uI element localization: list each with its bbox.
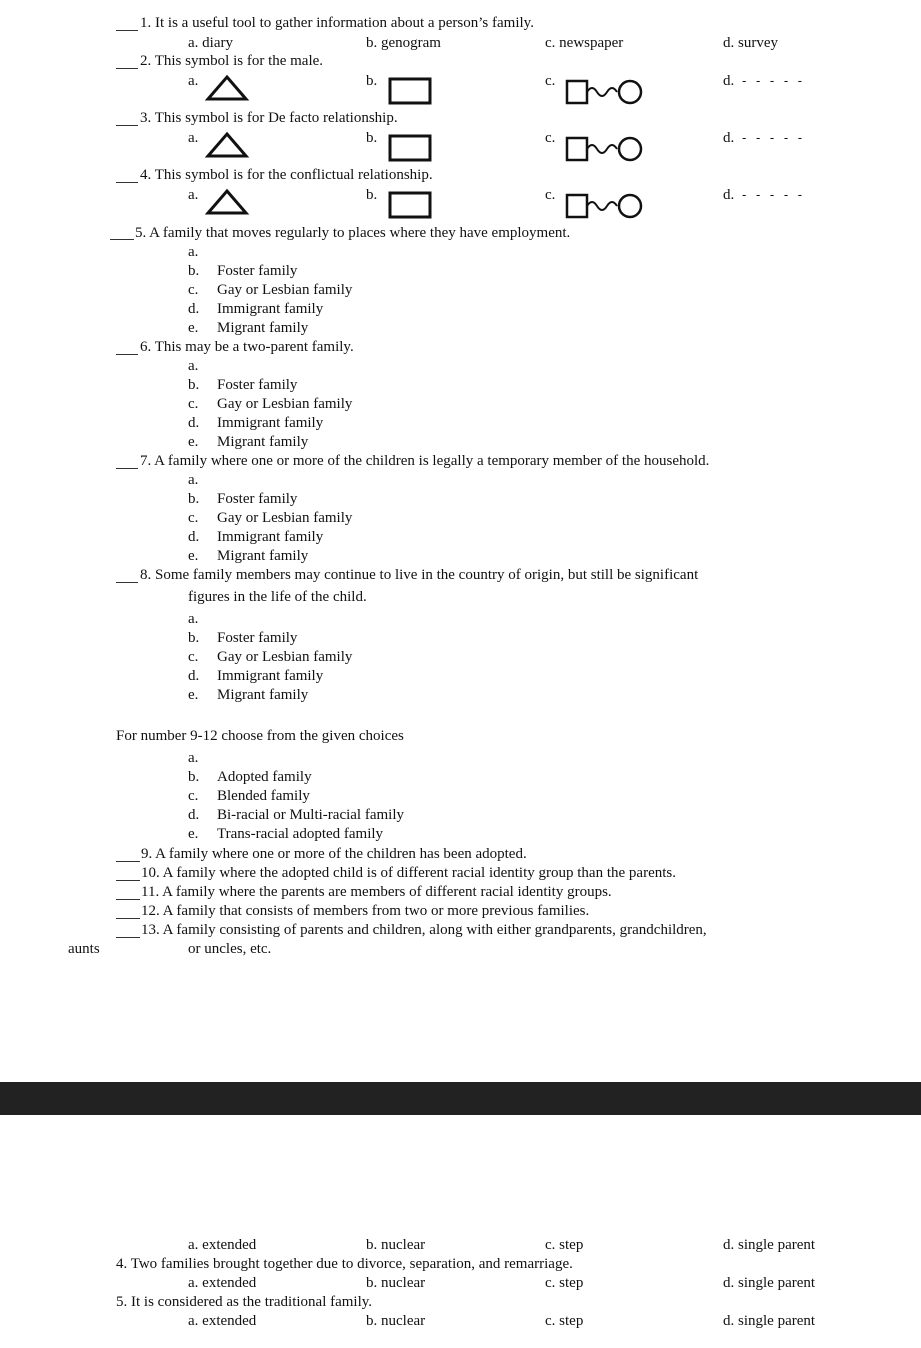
bottom-row1-b: b. nuclear	[366, 1237, 426, 1253]
option-letter: e.	[188, 826, 199, 842]
bottom-row3-b: b. nuclear	[366, 1313, 426, 1329]
q3-option-a: a.	[188, 130, 199, 146]
q3-option-d: d.	[723, 130, 735, 146]
answer-blank[interactable]	[116, 68, 138, 69]
triangle-icon	[204, 74, 250, 102]
bottom-row2-b: b. nuclear	[366, 1275, 426, 1291]
option-gay-lesbian-family: Gay or Lesbian family	[217, 282, 353, 298]
option-letter: e.	[188, 434, 199, 450]
choice-biracial-family: Bi-racial or Multi-racial family	[217, 807, 405, 823]
bottom-row1-a: a. extended	[188, 1237, 257, 1253]
q1-option-a: a. diary	[188, 35, 233, 51]
option-foster-family: Foster family	[217, 630, 298, 646]
option-letter: c.	[188, 649, 199, 665]
answer-blank[interactable]	[116, 354, 138, 355]
option-letter: b.	[188, 377, 200, 393]
option-letter: c.	[188, 510, 199, 526]
q4-option-c: c.	[545, 187, 556, 203]
q3-option-b: b.	[366, 130, 378, 146]
option-foster-family: Foster family	[217, 263, 298, 279]
option-foster-family: Foster family	[217, 377, 298, 393]
bottom-row2-c: c. step	[545, 1275, 584, 1291]
option-letter: d.	[188, 529, 200, 545]
option-letter: a.	[188, 750, 199, 766]
answer-blank[interactable]	[116, 468, 138, 469]
option-letter: a.	[188, 244, 199, 260]
option-migrant-family: Migrant family	[217, 434, 309, 450]
answer-blank[interactable]	[116, 182, 138, 183]
answer-blank[interactable]	[116, 918, 140, 919]
question-13-continued: or uncles, etc.	[188, 941, 272, 957]
question-3: 3. This symbol is for De facto relationship.	[140, 110, 398, 126]
dashed-line-icon: - - - - -	[742, 73, 806, 88]
choice-adopted-family: Adopted family	[217, 769, 312, 785]
bottom-question-5: 5. It is considered as the traditional family.	[116, 1294, 373, 1310]
question-11: 11. A family where the parents are members of different racial identity groups.	[141, 884, 612, 900]
answer-blank[interactable]	[116, 861, 140, 862]
option-letter: e.	[188, 548, 199, 564]
q3-option-c: c.	[545, 130, 556, 146]
dashed-line-icon: - - - - -	[742, 130, 806, 145]
choice-transracial-family: Trans-racial adopted family	[217, 826, 384, 842]
triangle-icon	[204, 131, 250, 159]
option-letter: b.	[188, 630, 200, 646]
q2-option-a: a.	[188, 73, 199, 89]
option-immigrant-family: Immigrant family	[217, 301, 324, 317]
wavy-relationship-icon	[564, 135, 648, 163]
q1-option-c: c. newspaper	[545, 35, 624, 51]
question-8-continued: figures in the life of the child.	[188, 589, 367, 605]
option-letter: a.	[188, 472, 199, 488]
bottom-row3-c: c. step	[545, 1313, 584, 1329]
option-migrant-family: Migrant family	[217, 320, 309, 336]
square-icon	[386, 76, 434, 106]
question-9: 9. A family where one or more of the children has been adopted.	[141, 846, 527, 862]
question-4: 4. This symbol is for the conflictual relationship.	[140, 167, 433, 183]
option-letter: b.	[188, 263, 200, 279]
option-letter: b.	[188, 491, 200, 507]
bottom-row3-d: d. single parent	[723, 1313, 816, 1329]
choice-blended-family: Blended family	[217, 788, 310, 804]
answer-blank[interactable]	[116, 582, 138, 583]
bottom-row1-d: d. single parent	[723, 1237, 816, 1253]
square-icon	[386, 190, 434, 220]
answer-blank[interactable]	[116, 937, 140, 938]
question-13: 13. A family consisting of parents and children, along with either grandparents, grandchildren,	[141, 922, 707, 938]
q4-option-b: b.	[366, 187, 378, 203]
answer-blank[interactable]	[116, 899, 140, 900]
separator-bar	[0, 1082, 921, 1115]
option-letter: d.	[188, 301, 200, 317]
option-letter: c.	[188, 282, 199, 298]
option-foster-family: Foster family	[217, 491, 298, 507]
option-letter: a.	[188, 358, 199, 374]
q2-option-d: d.	[723, 73, 735, 89]
q2-option-b: b.	[366, 73, 378, 89]
option-immigrant-family: Immigrant family	[217, 529, 324, 545]
option-gay-lesbian-family: Gay or Lesbian family	[217, 396, 353, 412]
dashed-line-icon: - - - - -	[742, 187, 806, 202]
q4-option-d: d.	[723, 187, 735, 203]
option-letter: d.	[188, 415, 200, 431]
question-5: 5. A family that moves regularly to places where they have employment.	[135, 225, 571, 241]
question-1: 1. It is a useful tool to gather information about a person’s family.	[140, 15, 534, 31]
option-letter: c.	[188, 396, 199, 412]
option-migrant-family: Migrant family	[217, 687, 309, 703]
option-letter: c.	[188, 788, 199, 804]
option-immigrant-family: Immigrant family	[217, 415, 324, 431]
option-gay-lesbian-family: Gay or Lesbian family	[217, 510, 353, 526]
q2-option-c: c.	[545, 73, 556, 89]
triangle-icon	[204, 188, 250, 216]
option-immigrant-family: Immigrant family	[217, 668, 324, 684]
option-letter: b.	[188, 769, 200, 785]
question-12: 12. A family that consists of members from two or more previous families.	[141, 903, 590, 919]
answer-blank[interactable]	[116, 880, 140, 881]
bottom-row2-d: d. single parent	[723, 1275, 816, 1291]
answer-blank[interactable]	[116, 125, 138, 126]
wavy-relationship-icon	[564, 192, 648, 220]
option-letter: e.	[188, 320, 199, 336]
section-instruction: For number 9-12 choose from the given choices	[116, 728, 404, 744]
question-8: 8. Some family members may continue to live in the country of origin, but still be significant	[140, 567, 699, 583]
bottom-row3-a: a. extended	[188, 1313, 257, 1329]
question-2: 2. This symbol is for the male.	[140, 53, 324, 69]
answer-blank[interactable]	[110, 239, 134, 240]
option-gay-lesbian-family: Gay or Lesbian family	[217, 649, 353, 665]
q1-option-b: b. genogram	[366, 35, 441, 51]
wavy-relationship-icon	[564, 78, 648, 106]
bottom-question-4: 4. Two families brought together due to divorce, separation, and remarriage.	[116, 1256, 573, 1272]
option-letter: d.	[188, 807, 200, 823]
bottom-row1-c: c. step	[545, 1237, 584, 1253]
option-migrant-family: Migrant family	[217, 548, 309, 564]
q1-option-d: d. survey	[723, 35, 778, 51]
option-letter: d.	[188, 668, 200, 684]
question-6: 6. This may be a two-parent family.	[140, 339, 354, 355]
answer-blank[interactable]	[116, 30, 138, 31]
option-letter: e.	[188, 687, 199, 703]
question-13-aunts: aunts	[68, 941, 100, 957]
square-icon	[386, 133, 434, 163]
q4-option-a: a.	[188, 187, 199, 203]
bottom-row2-a: a. extended	[188, 1275, 257, 1291]
question-7: 7. A family where one or more of the children is legally a temporary member of the household.	[140, 453, 710, 469]
option-letter: a.	[188, 611, 199, 627]
question-10: 10. A family where the adopted child is of different racial identity group than the parents.	[141, 865, 676, 881]
